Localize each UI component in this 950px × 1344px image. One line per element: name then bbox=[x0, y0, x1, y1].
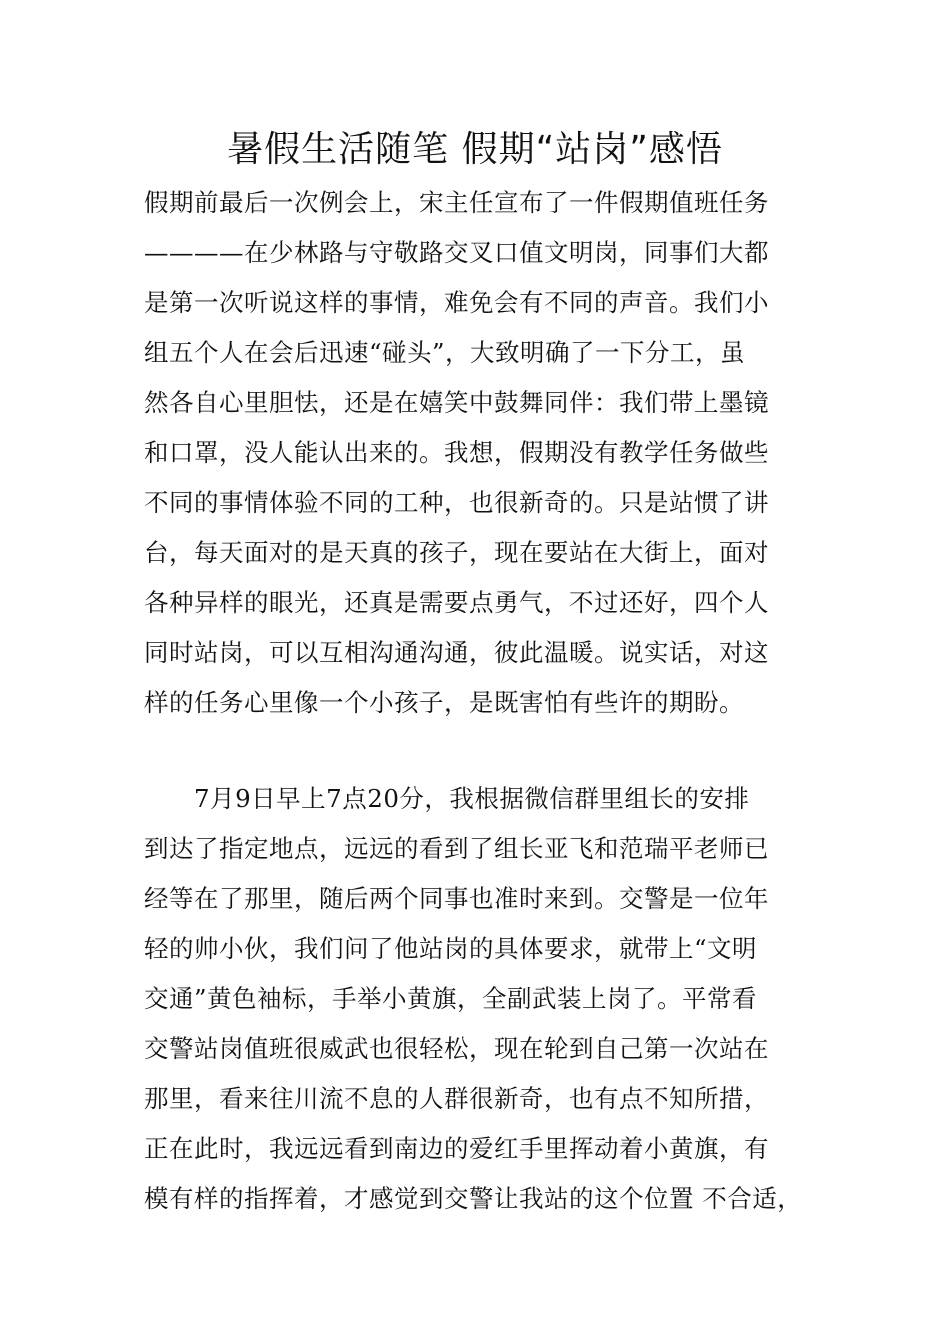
paragraph-line: 轻的帅小伙，我们问了他站岗的具体要求，就带上“文明 bbox=[144, 934, 758, 963]
paragraph-line: 7月9日早上7点20分，我根据微信群里组长的安排 bbox=[144, 784, 750, 813]
paragraph-line: 正在此时，我远远看到南边的爱红手里挥动着小黄旗，有 bbox=[144, 1134, 769, 1163]
paragraph-line: 和口罩，没人能认出来的。我想，假期没有教学任务做些 bbox=[144, 438, 769, 467]
paragraph-line: 到达了指定地点，远远的看到了组长亚飞和范瑞平老师已 bbox=[144, 834, 769, 863]
paragraph-line: 模有样的指挥着，才感觉到交警让我站的这个位置 不合适， bbox=[144, 1184, 803, 1213]
paragraph-line: 样的任务心里像一个小孩子，是既害怕有些许的期盼。 bbox=[144, 688, 744, 717]
paragraph-line: ————在少林路与守敬路交叉口值文明岗，同事们大都 bbox=[144, 238, 769, 267]
paragraph-line: 是第一次听说这样的事情，难免会有不同的声音。我们小 bbox=[144, 288, 769, 317]
paragraph-line: 各种异样的眼光，还真是需要点勇气，不过还好，四个人 bbox=[144, 588, 769, 617]
paragraph-line: 同时站岗，可以互相沟通沟通，彼此温暖。说实话，对这 bbox=[144, 638, 769, 667]
paragraph-line: 交警站岗值班很威武也很轻松，现在轮到自己第一次站在 bbox=[144, 1034, 769, 1063]
paragraph-line: 那里，看来往川流不息的人群很新奇，也有点不知所措， bbox=[144, 1084, 769, 1113]
document-title: 暑假生活随笔 假期“站岗”感悟 bbox=[227, 129, 723, 170]
paragraph-line: 经等在了那里，随后两个同事也准时来到。交警是一位年 bbox=[144, 884, 769, 913]
paragraph-line: 台，每天面对的是天真的孩子，现在要站在大街上，面对 bbox=[144, 538, 769, 567]
paragraph-line: 然各自心里胆怯，还是在嬉笑中鼓舞同伴：我们带上墨镜 bbox=[144, 388, 769, 417]
paragraph-line: 交通”黄色袖标，手举小黄旗，全副武装上岗了。平常看 bbox=[144, 984, 758, 1013]
paragraph-line: 假期前最后一次例会上，宋主任宣布了一件假期值班任务 bbox=[144, 188, 769, 217]
paragraph-2 bbox=[144, 774, 814, 1224]
paragraph-line: 不同的事情体验不同的工种，也很新奇的。只是站惯了讲 bbox=[144, 488, 769, 517]
paragraph-1 bbox=[144, 178, 814, 728]
paragraph-line: 组五个人在会后迅速“碰头”，大致明确了一下分工，虽 bbox=[144, 338, 746, 367]
